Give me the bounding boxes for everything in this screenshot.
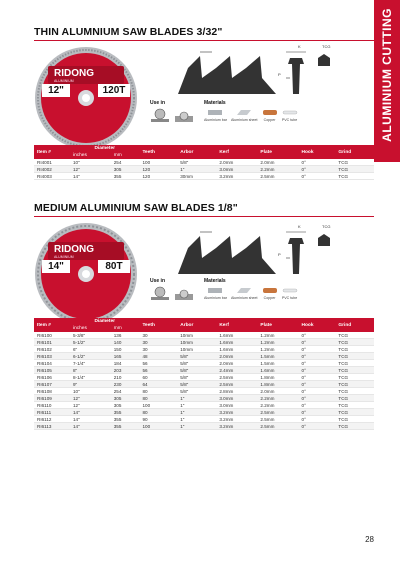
grind-type-label: TCG <box>322 44 331 49</box>
section-title-thin: THIN ALUMNIUM SAW BLADES 3/32" <box>34 26 223 38</box>
table-cell: 120 <box>139 173 177 180</box>
blade-subtitle: ALUMINIUM <box>54 255 74 259</box>
table-cell: 2.2mm <box>257 395 298 402</box>
tooth-profile-diagram-thin <box>178 44 348 98</box>
table-cell: 1.6mm <box>216 339 257 346</box>
col-arbor: Arbor <box>177 318 216 332</box>
table-cell: 230 <box>111 381 140 388</box>
table-cell: 140 <box>111 339 140 346</box>
table-cell: 100 <box>139 423 177 430</box>
table-cell: TCG <box>335 409 374 416</box>
table-cell: 184 <box>111 360 140 367</box>
table-cell: 0° <box>299 166 336 173</box>
table-row <box>34 388 374 395</box>
col-mm: mm <box>111 152 140 159</box>
table-cell: 6" <box>70 346 111 353</box>
section-title-medium: MEDIUM ALUMINIUM SAW BLADES 1/8" <box>34 202 238 214</box>
tooth-profile-icon <box>178 228 348 278</box>
table-cell: 210 <box>111 374 140 381</box>
table-cell: 80 <box>139 395 177 402</box>
table-row <box>34 402 374 409</box>
table-cell: 2.5mm <box>257 173 298 180</box>
table-cell: 1.2mm <box>257 346 298 353</box>
table-cell: 90 <box>139 416 177 423</box>
table-cell: 254 <box>111 388 140 395</box>
col-kerf: Kerf <box>216 145 257 159</box>
table-cell: 0° <box>299 388 336 395</box>
table-cell: 56 <box>139 367 177 374</box>
table-cell: TCG <box>335 173 374 180</box>
table-cell: 2.2mm <box>257 402 298 409</box>
table-cell: 3.2mm <box>216 416 257 423</box>
table-cell: 8-1/4" <box>70 374 111 381</box>
saw-blade-image-thin <box>34 46 138 150</box>
table-cell: 14" <box>70 423 111 430</box>
pvc-tube-icon <box>282 286 298 295</box>
table-cell: 355 <box>111 423 140 430</box>
table-cell: 56 <box>139 360 177 367</box>
plate-label: P <box>278 72 281 77</box>
aluminium-bar-icon <box>207 286 223 295</box>
materials-icons <box>204 286 298 300</box>
title-divider <box>34 216 374 217</box>
table-saw-icon <box>174 108 194 124</box>
table-cell: TCG <box>335 339 374 346</box>
table-row <box>34 173 374 180</box>
table-cell: RI6102 <box>34 346 70 353</box>
table-cell: 1.6mm <box>216 332 257 339</box>
table-cell: RI6112 <box>34 416 70 423</box>
table-cell: 3.0mm <box>216 402 257 409</box>
saw-blade-icon <box>34 46 138 150</box>
table-cell: 0° <box>299 339 336 346</box>
table-cell: 0° <box>299 332 336 339</box>
table-cell: 0° <box>299 395 336 402</box>
table-cell: RI6113 <box>34 423 70 430</box>
kerf-label: K <box>298 44 301 49</box>
col-inches: inches <box>70 325 111 332</box>
tooth-profile-diagram-medium <box>178 224 348 278</box>
table-cell: TCG <box>335 395 374 402</box>
table-cell: TCG <box>335 346 374 353</box>
table-cell: TCG <box>335 159 374 166</box>
table-cell: TCG <box>335 381 374 388</box>
col-grind: Grind <box>335 318 374 332</box>
table-row <box>34 395 374 402</box>
col-inches: inches <box>70 152 111 159</box>
saw-blade-image-medium <box>34 222 138 326</box>
material-aluminium-bar: Aluminium bar <box>204 108 227 122</box>
table-cell: RI4003 <box>34 173 70 180</box>
blade-subtitle: ALUMINIUM <box>54 79 74 83</box>
table-cell: 1" <box>177 409 216 416</box>
table-cell: 1.5mm <box>257 353 298 360</box>
aluminium-sheet-icon <box>236 286 252 295</box>
table-cell: 60 <box>139 374 177 381</box>
table-cell: 2.0mm <box>257 388 298 395</box>
table-cell: 0° <box>299 367 336 374</box>
table-cell: 5-3/8" <box>70 332 111 339</box>
title-divider <box>34 40 374 41</box>
spec-table-thin <box>34 145 374 180</box>
materials-label: Materials <box>204 100 226 106</box>
material-aluminium-sheet: Aluminium sheet <box>231 286 258 300</box>
table-cell: 3.0mm <box>216 395 257 402</box>
col-teeth: Teeth <box>139 318 177 332</box>
table-cell: 30 <box>139 346 177 353</box>
table-cell: 120 <box>139 166 177 173</box>
table-cell: RI6108 <box>34 388 70 395</box>
table-cell: TCG <box>335 166 374 173</box>
table-cell: 0° <box>299 360 336 367</box>
copper-icon <box>262 286 278 295</box>
table-cell: 80 <box>139 388 177 395</box>
table-cell: 5/8" <box>177 381 216 388</box>
table-cell: RI4002 <box>34 166 70 173</box>
aluminium-bar-icon <box>207 108 223 117</box>
table-cell: 3.0mm <box>216 166 257 173</box>
materials-label: Materials <box>204 278 226 284</box>
table-cell: 5/8" <box>177 159 216 166</box>
table-cell: 5/8" <box>177 388 216 395</box>
table-row <box>34 166 374 173</box>
table-cell: 2.5mm <box>216 374 257 381</box>
table-cell: 355 <box>111 409 140 416</box>
table-cell: 14" <box>70 409 111 416</box>
table-cell: RI6111 <box>34 409 70 416</box>
table-cell: 0° <box>299 423 336 430</box>
table-cell: 48 <box>139 353 177 360</box>
table-cell: TCG <box>335 332 374 339</box>
col-diameter: Diameter <box>70 145 139 152</box>
materials-icons <box>204 108 298 122</box>
table-row <box>34 360 374 367</box>
table-cell: 2.0mm <box>216 353 257 360</box>
table-cell: TCG <box>335 353 374 360</box>
blade-brand: RIDONG <box>54 68 94 79</box>
kerf-label: K <box>298 224 301 229</box>
miter-saw-icon <box>150 286 170 302</box>
table-cell: 1" <box>177 395 216 402</box>
col-plate: Plate <box>257 145 298 159</box>
table-cell: RI6106 <box>34 374 70 381</box>
table-cell: 80 <box>139 409 177 416</box>
table-cell: 0° <box>299 416 336 423</box>
table-cell: RI6105 <box>34 367 70 374</box>
table-cell: TCG <box>335 374 374 381</box>
table-cell: 3.2mm <box>216 423 257 430</box>
category-label: ALUMINIUM CUTTING <box>380 8 394 142</box>
table-cell: 0° <box>299 381 336 388</box>
col-item: Item # <box>34 145 70 159</box>
table-cell: 1.2mm <box>257 332 298 339</box>
table-cell: RI6100 <box>34 332 70 339</box>
miter-saw-icon <box>150 108 170 124</box>
table-cell: TCG <box>335 416 374 423</box>
table-cell: 2.5mm <box>216 381 257 388</box>
table-cell: 0° <box>299 159 336 166</box>
page-number: 28 <box>365 535 374 544</box>
table-cell: 1" <box>177 423 216 430</box>
table-cell: 136 <box>111 332 140 339</box>
table-cell: 0° <box>299 353 336 360</box>
table-row <box>34 423 374 430</box>
table-cell: 3.2mm <box>216 409 257 416</box>
table-cell: 100 <box>139 159 177 166</box>
table-cell: RI6109 <box>34 395 70 402</box>
table-cell: 355 <box>111 173 140 180</box>
col-item: Item # <box>34 318 70 332</box>
material-copper: Copper <box>262 286 278 300</box>
material-aluminium-bar: Aluminium bar <box>204 286 227 300</box>
table-cell: RI6104 <box>34 360 70 367</box>
table-saw-icon <box>174 286 194 302</box>
table-cell: 10" <box>70 388 111 395</box>
table-cell: 203 <box>111 367 140 374</box>
table-cell: 10mm <box>177 339 216 346</box>
col-hook: Hook <box>299 318 336 332</box>
material-pvc-tube: PVC tube <box>282 286 298 300</box>
blade-teeth-badge: 80T <box>98 260 130 273</box>
table-cell: 2.5mm <box>257 416 298 423</box>
table-cell: 12" <box>70 402 111 409</box>
table-cell: RI6110 <box>34 402 70 409</box>
aluminium-sheet-icon <box>236 108 252 117</box>
table-cell: 10mm <box>177 332 216 339</box>
col-plate: Plate <box>257 318 298 332</box>
table-cell: 1" <box>177 166 216 173</box>
table-cell: 165 <box>111 353 140 360</box>
table-cell: 0° <box>299 374 336 381</box>
table-cell: 12" <box>70 166 111 173</box>
table-cell: 30mm <box>177 173 216 180</box>
table-cell: 254 <box>111 159 140 166</box>
table-cell: TCG <box>335 367 374 374</box>
table-cell: 2.0mm <box>257 159 298 166</box>
table-row <box>34 339 374 346</box>
table-cell: 7-1/4" <box>70 360 111 367</box>
table-cell: 1.6mm <box>257 367 298 374</box>
use-in-label: Use in <box>150 278 166 284</box>
table-cell: 14" <box>70 416 111 423</box>
table-cell: TCG <box>335 423 374 430</box>
table-cell: RI4001 <box>34 159 70 166</box>
col-hook: Hook <box>299 145 336 159</box>
table-cell: 100 <box>139 402 177 409</box>
col-mm: mm <box>111 325 140 332</box>
table-cell: 1" <box>177 416 216 423</box>
table-cell: 8" <box>70 367 111 374</box>
col-arbor: Arbor <box>177 145 216 159</box>
table-cell: RI6103 <box>34 353 70 360</box>
table-cell: 9" <box>70 381 111 388</box>
table-cell: 5-1/2" <box>70 339 111 346</box>
table-header-row <box>34 145 374 152</box>
table-cell: 12" <box>70 395 111 402</box>
table-cell: 2.8mm <box>216 388 257 395</box>
table-cell: 1.6mm <box>216 346 257 353</box>
table-cell: 305 <box>111 166 140 173</box>
table-row <box>34 346 374 353</box>
table-cell: 2.4mm <box>216 367 257 374</box>
use-in-icons <box>150 108 194 124</box>
material-copper: Copper <box>262 108 278 122</box>
blade-size-badge: 12" <box>42 84 70 97</box>
material-aluminium-sheet: Aluminium sheet <box>231 108 258 122</box>
col-teeth: Teeth <box>139 145 177 159</box>
table-body <box>34 159 374 180</box>
table-cell: 2.5mm <box>257 423 298 430</box>
table-cell: 2.5mm <box>257 409 298 416</box>
table-cell: 2.2mm <box>257 166 298 173</box>
blade-teeth-badge: 120T <box>98 84 130 97</box>
table-cell: 10mm <box>177 346 216 353</box>
table-row <box>34 409 374 416</box>
table-cell: 0° <box>299 173 336 180</box>
use-in-icons <box>150 286 194 302</box>
pvc-tube-icon <box>282 108 298 117</box>
table-cell: 2.0mm <box>216 360 257 367</box>
table-cell: 5/8" <box>177 360 216 367</box>
table-body <box>34 332 374 430</box>
table-row <box>34 367 374 374</box>
blade-brand: RIDONG <box>54 244 94 255</box>
table-cell: 10" <box>70 159 111 166</box>
table-cell: 5/8" <box>177 353 216 360</box>
table-cell: 355 <box>111 416 140 423</box>
table-cell: 30 <box>139 339 177 346</box>
table-cell: 305 <box>111 395 140 402</box>
copper-icon <box>262 108 278 117</box>
table-cell: 2.0mm <box>216 159 257 166</box>
table-cell: TCG <box>335 388 374 395</box>
table-cell: 1.2mm <box>257 339 298 346</box>
table-cell: RI6101 <box>34 339 70 346</box>
use-in-label: Use in <box>150 100 166 106</box>
table-cell: 14" <box>70 173 111 180</box>
table-cell: 305 <box>111 402 140 409</box>
table-cell: 30 <box>139 332 177 339</box>
tooth-profile-icon <box>178 48 348 98</box>
table-header-row <box>34 318 374 325</box>
spec-table-medium <box>34 318 374 430</box>
table-cell: 0° <box>299 402 336 409</box>
col-kerf: Kerf <box>216 318 257 332</box>
table-cell: RI6107 <box>34 381 70 388</box>
table-cell: 0° <box>299 346 336 353</box>
table-cell: TCG <box>335 402 374 409</box>
table-cell: 1.8mm <box>257 381 298 388</box>
table-row <box>34 353 374 360</box>
col-grind: Grind <box>335 145 374 159</box>
table-cell: 0° <box>299 409 336 416</box>
col-diameter: Diameter <box>70 318 139 325</box>
table-row <box>34 381 374 388</box>
table-cell: 1" <box>177 402 216 409</box>
table-cell: TCG <box>335 360 374 367</box>
saw-blade-icon <box>34 222 138 326</box>
material-pvc-tube: PVC tube <box>282 108 298 122</box>
table-cell: 1.5mm <box>257 360 298 367</box>
table-cell: 6-1/2" <box>70 353 111 360</box>
blade-size-badge: 14" <box>42 260 70 273</box>
table-cell: 1.8mm <box>257 374 298 381</box>
table-cell: 150 <box>111 346 140 353</box>
table-cell: 5/8" <box>177 367 216 374</box>
category-side-tab <box>374 0 400 162</box>
table-row <box>34 374 374 381</box>
table-row <box>34 416 374 423</box>
table-cell: 64 <box>139 381 177 388</box>
table-cell: 5/8" <box>177 374 216 381</box>
plate-label: P <box>278 252 281 257</box>
table-cell: 3.2mm <box>216 173 257 180</box>
grind-type-label: TCG <box>322 224 331 229</box>
